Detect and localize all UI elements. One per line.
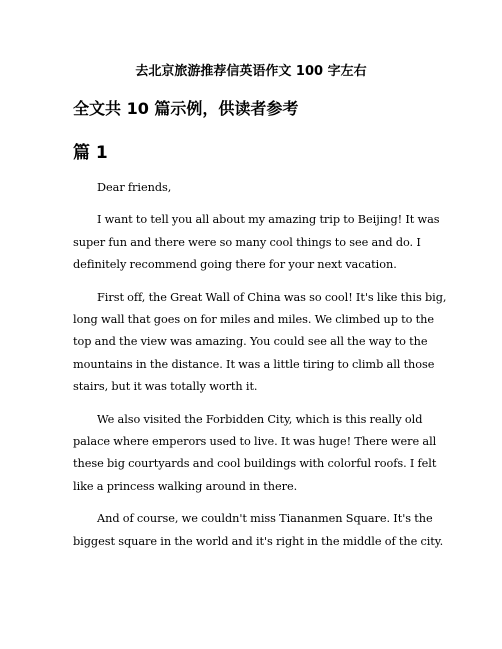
paragraph-tiananmen — [73, 508, 444, 553]
text-line: top and the view was amazing. You could see all the way to the — [73, 335, 428, 349]
text-line: And of course, we couldn't miss Tiananmen Square. It's the — [97, 512, 433, 526]
text-line: I want to tell you all about my amazing trip to Beijing! It was — [97, 213, 440, 227]
text-line: long wall that goes on for miles and miles. We climbed up to the — [73, 313, 435, 327]
text-line: biggest square in the world and it's right in the middle of the city. — [73, 534, 444, 548]
section-heading: 篇 1 — [73, 143, 108, 163]
text-line: definitely recommend going there for your next vacation. — [73, 258, 397, 272]
text-line: stairs, but it was totally worth it. — [73, 380, 258, 394]
text-line: super fun and there were so many cool things to see and do. I — [73, 235, 421, 249]
text-line: mountains in the distance. It was a little tiring to climb all those — [73, 357, 435, 371]
paragraph-greeting — [73, 177, 433, 199]
paragraph-great-wall — [73, 287, 447, 399]
letter-body — [73, 177, 447, 563]
text-line: palace where emperors used to live. It was huge! There were all — [73, 435, 437, 449]
document-subtitle: 全文共 10 篇示例，供读者参考 — [73, 99, 299, 118]
text-line: We also visited the Forbidden City, which is this really old — [97, 412, 423, 426]
text-line: like a princess walking around in there. — [73, 479, 298, 493]
paragraph-intro — [73, 209, 440, 276]
text-line: First off, the Great Wall of China was so cool! It's like this big, — [97, 290, 447, 304]
document-title: 去北京旅游推荐信英语作文 100 字左右 — [135, 64, 367, 79]
text-line: Dear friends, — [97, 181, 172, 194]
paragraph-forbidden-city — [73, 409, 437, 499]
text-line: these big courtyards and cool buildings with colorful roofs. I felt — [73, 457, 437, 471]
